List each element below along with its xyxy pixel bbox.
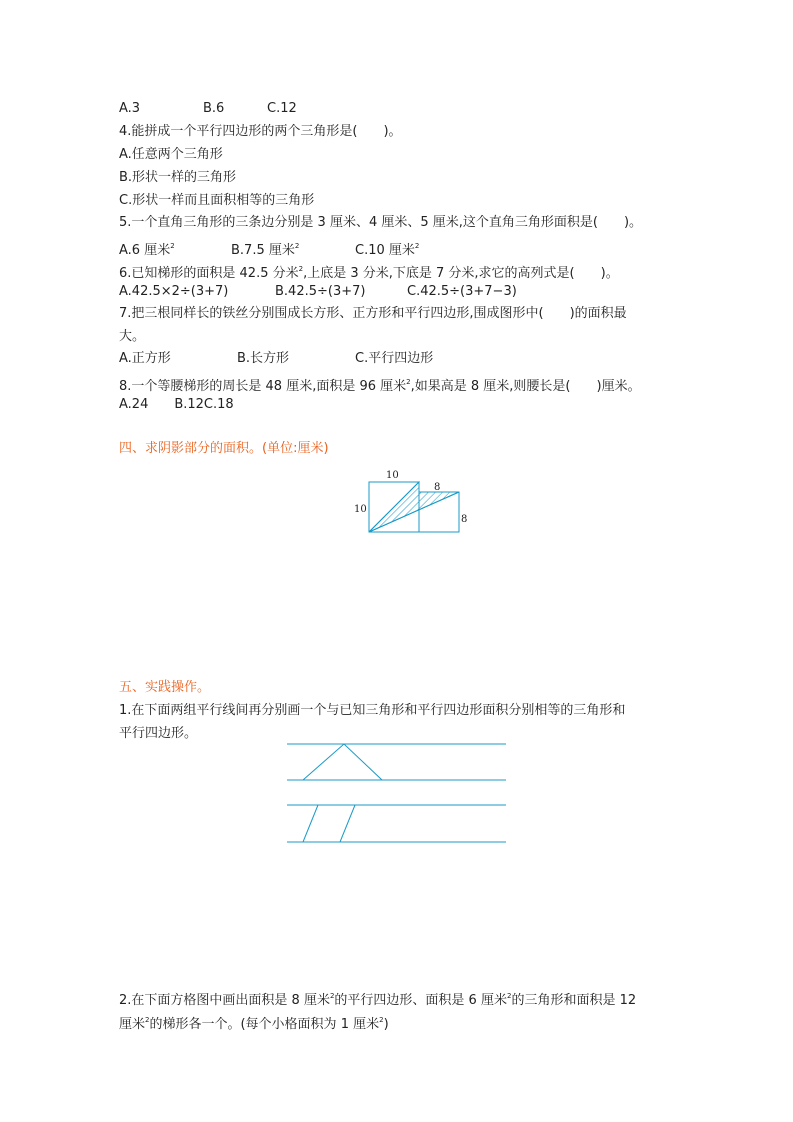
superscript: 2: [145, 1016, 150, 1024]
q3-option-c: C.12: [267, 101, 297, 116]
shaded-region: [369, 482, 459, 532]
section5-p2-line1: 2.在下面方格图中画出面积是 8 厘米$^2$的平行四边形、面积是 6 厘米$^2$的三角形和面积是 12: [119, 992, 637, 1008]
superscript: 2: [414, 242, 420, 250]
superscript: 2: [506, 992, 512, 1000]
label-small-top-8: 8: [434, 482, 441, 493]
parallelogram-side: [303, 805, 318, 842]
q6-options: [119, 283, 517, 301]
given-triangle: [303, 744, 382, 780]
section4-title: 四、求阴影部分的面积。(单位:厘米): [119, 441, 329, 456]
q7-stem-line2: 大。: [119, 329, 146, 344]
q5-stem: 5.一个直角三角形的三条边分别是 3 厘米、4 厘米、5 厘米,这个直角三角形面积是( )。: [119, 215, 643, 230]
q6-stem: 6.已知梯形的面积是 42.5 分米$^2$,上底是 3 分米,下底是 7 分米,求它的高列式是( )。: [119, 265, 619, 281]
q7-option-c: C.平行四边形: [355, 351, 434, 366]
q5-option-a: A.6 厘米$^2$: [119, 242, 175, 258]
q7-options: [119, 350, 433, 368]
superscript: 2: [379, 1016, 384, 1024]
q4-stem: 4.能拼成一个平行四边形的两个三角形是( )。: [119, 124, 402, 139]
q3-option-b: B.6: [203, 101, 225, 116]
q8-options: A.24 B.12C.18: [119, 397, 234, 412]
superscript: 2: [170, 242, 175, 250]
q5-option-b: B.7.5 厘米$^2$: [231, 242, 300, 258]
section5-title: 五、实践操作。: [119, 680, 211, 695]
q7-stem-line1: 7.把三根同样长的铁丝分别围成长方形、正方形和平行四边形,围成图形中( )的面积最: [119, 306, 627, 321]
q7-option-a: A.正方形: [119, 351, 171, 366]
q3-option-a: A.3: [119, 101, 141, 116]
superscript: 2: [329, 992, 335, 1000]
q7-option-b: B.长方形: [237, 351, 290, 366]
label-top-10: 10: [386, 470, 399, 481]
label-left-10: 10: [354, 504, 367, 515]
q5-options: [119, 237, 419, 260]
superscript: 2: [298, 265, 304, 273]
q6-option-a: A.42.5×2÷(3+7): [119, 284, 229, 299]
q4-option-a: A.任意两个三角形: [119, 147, 223, 162]
q5-option-c: C.10 厘米$^2$: [355, 242, 420, 258]
q8-stem: 8.一个等腰梯形的周长是 48 厘米,面积是 96 厘米$^2$,如果高是 8 厘米,则腰长是( )厘米。: [119, 378, 641, 394]
section5-p1-line1: 1.在下面两组平行线间再分别画一个与已知三角形和平行四边形面积分别相等的三角形和: [119, 703, 626, 718]
superscript: 2: [294, 242, 300, 250]
q4-option-b: B.形状一样的三角形: [119, 170, 237, 185]
section5-p2-line2: 厘米$^2$的梯形各一个。(每个小格面积为 1 厘米$^2$): [119, 1016, 389, 1032]
label-small-right-8: 8: [461, 514, 468, 525]
q6-option-b: B.42.5÷(3+7): [275, 284, 366, 299]
q3-options: [119, 100, 297, 118]
section5-p1-line2: 平行四边形。: [119, 726, 198, 741]
parallel-lines-figure: [287, 742, 509, 846]
q6-option-c: C.42.5÷(3+7−3): [407, 284, 517, 299]
superscript: 2: [406, 378, 411, 386]
shaded-area-figure: [340, 460, 480, 540]
parallelogram-side: [340, 805, 355, 842]
q4-option-c: C.形状一样而且面积相等的三角形: [119, 193, 315, 208]
